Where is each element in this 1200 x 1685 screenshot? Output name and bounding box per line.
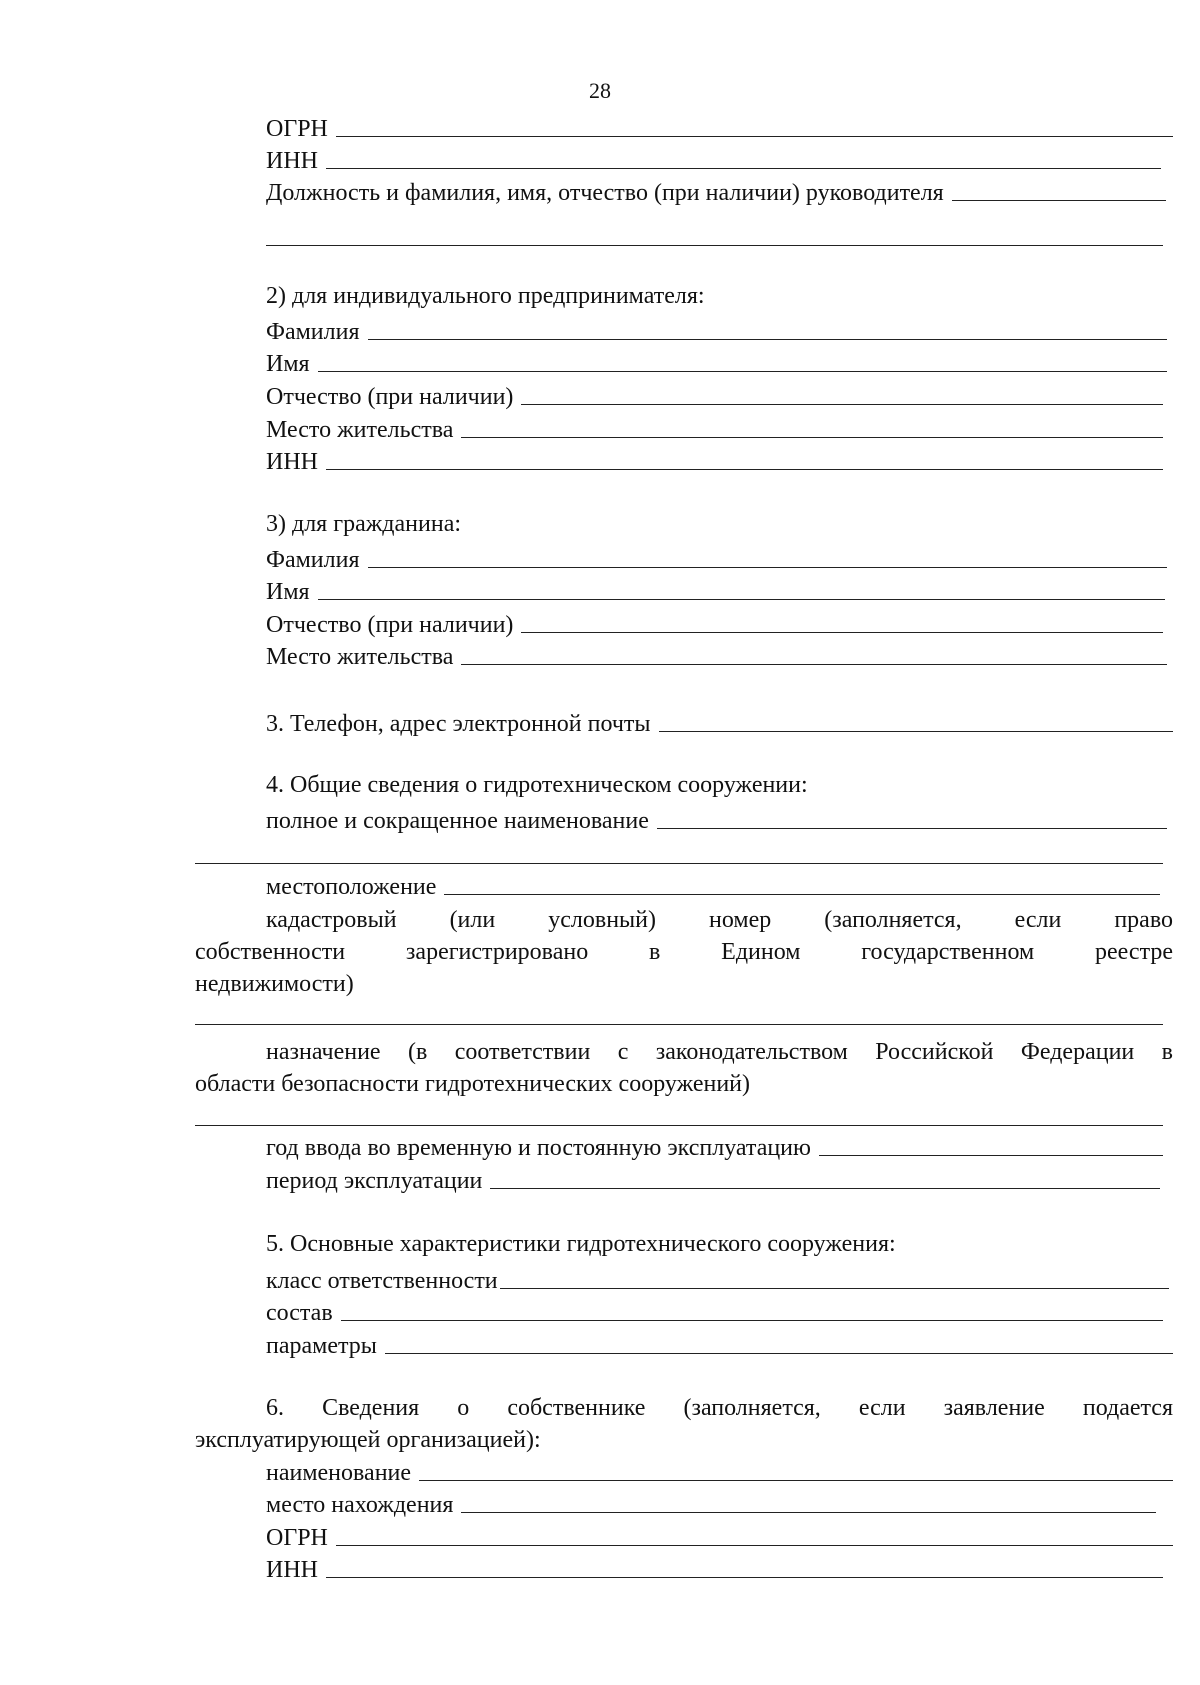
ip-surname-label: Фамилия [266,319,360,345]
org-manager-continuation-line[interactable] [266,244,1163,246]
ip-name-blank[interactable] [318,370,1167,372]
operation-period-blank[interactable] [490,1187,1160,1189]
citizen-surname-label: Фамилия [266,547,360,573]
org-inn-blank[interactable] [326,167,1161,169]
contacts-label: 3. Телефон, адрес электронной почты [266,711,651,737]
full-name-continuation-line[interactable] [195,862,1163,864]
section4-heading: 4. Общие сведения о гидротехническом сооружении: [266,772,808,798]
owner-heading-line1: 6. Сведения о собственнике (заполняется, если заявление подается [266,1395,1173,1421]
purpose-text-line1: назначение (в соответствии с законодательством Российской Федерации в [266,1039,1173,1065]
location-label: местоположение [266,874,437,900]
ip-inn-label: ИНН [266,449,318,475]
owner-inn-blank[interactable] [326,1576,1163,1578]
ip-heading: 2) для индивидуального предпринимателя: [266,283,705,309]
citizen-name-label: Имя [266,579,310,605]
purpose-text-line2: области безопасности гидротехнических сооружений) [195,1071,751,1097]
citizen-residence-label: Место жительства [266,644,454,670]
ip-name-label: Имя [266,351,310,377]
citizen-surname-field[interactable] [266,539,1167,572]
composition-field[interactable] [266,1292,1163,1325]
commissioning-year-field[interactable] [266,1127,1163,1160]
ip-surname-blank[interactable] [368,338,1167,340]
citizen-residence-blank[interactable] [461,663,1167,665]
contacts-field[interactable] [266,703,1173,736]
cadastral-number-line[interactable] [195,1023,1163,1025]
owner-ogrn-field[interactable] [266,1517,1173,1550]
owner-inn-field[interactable] [266,1549,1163,1582]
citizen-patronymic-field[interactable] [266,604,1163,637]
citizen-name-blank[interactable] [318,598,1165,600]
org-ogrn-blank[interactable] [336,135,1173,137]
ip-inn-field[interactable] [266,441,1163,474]
responsibility-class-field[interactable] [266,1260,1169,1293]
page-number: 28 [589,78,611,103]
location-blank[interactable] [444,893,1160,895]
owner-location-label: место нахождения [266,1492,454,1518]
full-name-field[interactable] [266,800,1167,833]
owner-inn-label: ИНН [266,1557,318,1583]
owner-location-blank[interactable] [461,1511,1156,1513]
responsibility-class-blank[interactable] [500,1287,1169,1289]
owner-heading-line2: эксплуатирующей организацией): [195,1427,541,1453]
org-inn-field[interactable] [266,140,1161,173]
citizen-heading: 3) для гражданина: [266,511,462,537]
cadastral-text-line2: собственности зарегистрировано в Едином государственном реестре [195,939,1173,965]
section5-heading: 5. Основные характеристики гидротехнического сооружения: [266,1231,896,1257]
operation-period-label: период эксплуатации [266,1168,483,1194]
citizen-patronymic-blank[interactable] [521,631,1163,633]
ip-residence-blank[interactable] [461,436,1163,438]
parameters-blank[interactable] [385,1352,1173,1354]
citizen-name-field[interactable] [266,571,1165,604]
ip-patronymic-field[interactable] [266,376,1163,409]
contacts-blank[interactable] [659,730,1173,732]
parameters-field[interactable] [266,1325,1173,1358]
org-inn-label: ИНН [266,148,318,174]
ip-residence-field[interactable] [266,409,1163,442]
org-ogrn-field[interactable] [266,108,1173,141]
ip-patronymic-label: Отчество (при наличии) [266,384,514,410]
citizen-surname-blank[interactable] [368,566,1167,568]
operation-period-field[interactable] [266,1160,1160,1193]
cadastral-text-line3: недвижимости) [195,971,354,997]
purpose-line[interactable] [195,1124,1163,1126]
ip-inn-blank[interactable] [326,468,1163,470]
org-manager-field[interactable] [266,172,1166,205]
citizen-residence-field[interactable] [266,636,1167,669]
owner-name-label: наименование [266,1460,412,1486]
citizen-patronymic-label: Отчество (при наличии) [266,612,514,638]
owner-location-field[interactable] [266,1484,1156,1517]
cadastral-text-line1: кадастровый (или условный) номер (заполняется, если право [266,907,1173,933]
ip-surname-field[interactable] [266,311,1167,344]
responsibility-class-label: класс ответственности [266,1268,498,1294]
commissioning-year-label: год ввода во временную и постоянную эксплуатацию [266,1135,811,1161]
full-name-label: полное и сокращенное наименование [266,808,649,834]
full-name-blank[interactable] [657,827,1167,829]
owner-name-blank[interactable] [419,1479,1173,1481]
parameters-label: параметры [266,1333,377,1359]
location-field[interactable] [266,866,1160,899]
ip-residence-label: Место жительства [266,417,454,443]
composition-label: состав [266,1300,333,1326]
ip-patronymic-blank[interactable] [521,403,1163,405]
owner-name-field[interactable] [266,1452,1173,1485]
commissioning-year-blank[interactable] [819,1154,1163,1156]
org-manager-label: Должность и фамилия, имя, отчество (при наличии) руководителя [266,180,944,206]
org-manager-blank[interactable] [952,199,1166,201]
ip-name-field[interactable] [266,343,1167,376]
composition-blank[interactable] [341,1319,1163,1321]
owner-ogrn-label: ОГРН [266,1525,328,1551]
org-ogrn-label: ОГРН [266,116,328,142]
owner-ogrn-blank[interactable] [336,1544,1173,1546]
